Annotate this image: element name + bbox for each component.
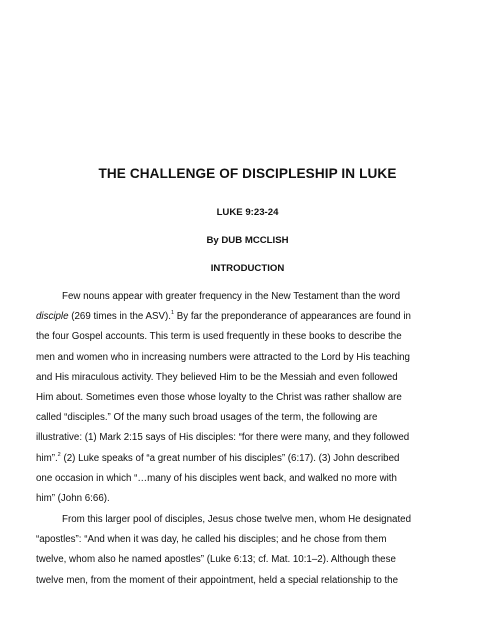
paragraph-line: twelve men, from the moment of their appointment, held a special relationship to the bbox=[36, 574, 399, 586]
text-run: (2) Luke speaks of “a great number of his disciples” (6:17). (3) John described bbox=[60, 452, 400, 464]
paragraph-line: twelve, whom also he named apostles” (Luke 6:13; cf. Mat. 10:1–2). Although these bbox=[36, 554, 396, 566]
paragraph-line bbox=[36, 307, 463, 327]
footnote-marker: 1 bbox=[170, 310, 175, 317]
paragraph-line: men and women who in increasing numbers were attracted to the Lord by His teaching bbox=[36, 351, 410, 363]
paragraph-line: illustrative: (1) Mark 2:15 says of His disciples: “for there were many, and they followed bbox=[36, 432, 410, 444]
document-title: THE CHALLENGE OF DISCIPLESHIP IN LUKE bbox=[98, 166, 397, 181]
paragraph-line: Him about. Sometimes even those whose loyalty to the Christ was rather shallow are bbox=[36, 392, 402, 404]
paragraph-line: “apostles”: “And when it was day, he called his disciples; and he chose from them bbox=[36, 534, 387, 546]
paragraph-apostles bbox=[36, 510, 463, 591]
paragraph-line: one occasion in which “…many of his disciples went back, and walked no more with bbox=[36, 472, 397, 484]
text-run: By far the preponderance of appearances are found in bbox=[174, 311, 411, 323]
paragraph-line: From this larger pool of disciples, Jesus chose twelve men, whom He designated bbox=[62, 514, 411, 525]
paragraph-line: and His miraculous activity. They believed Him to be the Messiah and even followed bbox=[36, 371, 398, 383]
paragraph-introduction bbox=[36, 287, 463, 509]
paragraph-line: the four Gospel accounts. This term is used frequently in these books to describe the bbox=[36, 331, 402, 343]
paragraph-line: called “disciples.” Of the many such broad usages of the term, the following are bbox=[36, 412, 378, 424]
text-run: him”. bbox=[36, 452, 58, 464]
author-byline: By DUB MCCLISH bbox=[206, 235, 289, 246]
italic-term: disciple bbox=[36, 311, 69, 323]
paragraph-line bbox=[36, 449, 463, 469]
paragraph-line: Few nouns appear with greater frequency in the New Testament than the word bbox=[62, 291, 401, 302]
text-run: (269 times in the ASV). bbox=[68, 311, 171, 323]
paragraph-line: him” (John 6:66). bbox=[36, 493, 110, 505]
scripture-reference: LUKE 9:23-24 bbox=[216, 207, 279, 218]
footnote-marker: 2 bbox=[57, 451, 61, 458]
section-heading: INTRODUCTION bbox=[210, 263, 285, 274]
